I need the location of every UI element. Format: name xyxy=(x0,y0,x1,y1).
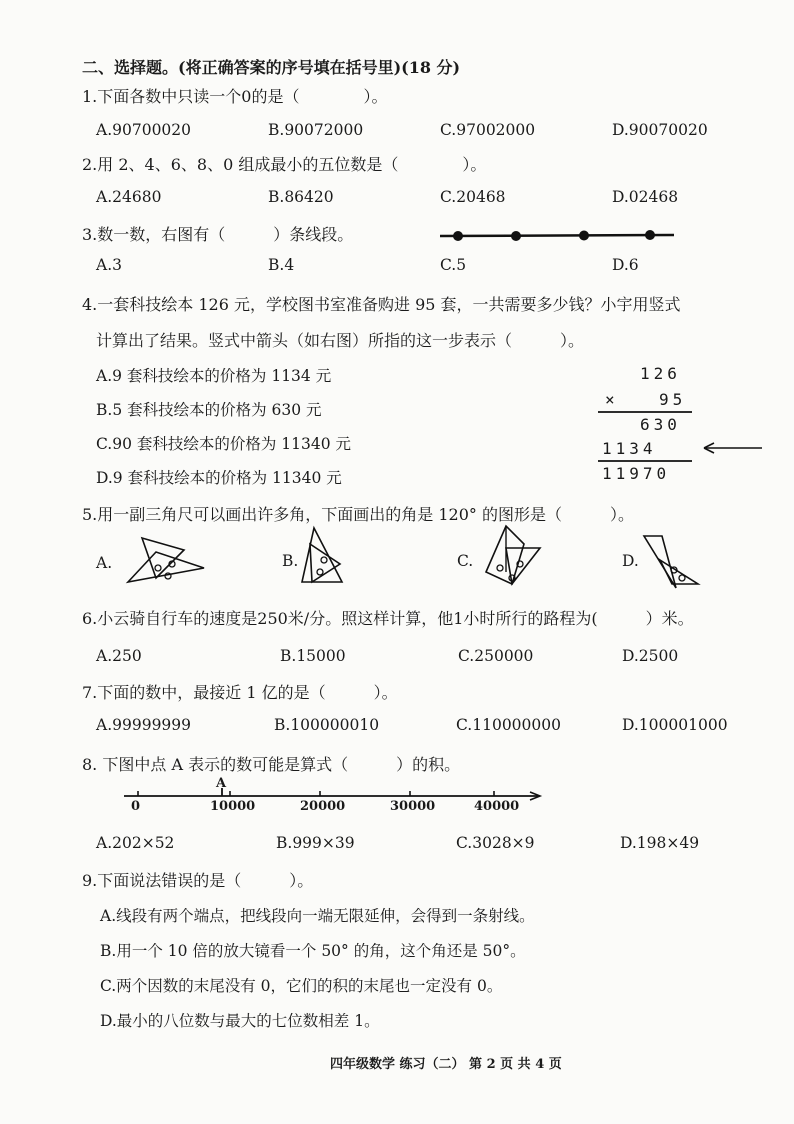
q8-option-c: C.3028×9 xyxy=(456,834,535,852)
point-a-label: A xyxy=(216,776,227,791)
page-footer: 四年级数学 练习（二） 第 2 页 共 4 页 xyxy=(330,1057,562,1072)
q6-option-c: C.250000 xyxy=(458,647,534,665)
question-7-stem: 7.下面的数中，最接近 1 亿的是（ ）。 xyxy=(82,683,398,702)
set-square-figure-d xyxy=(640,532,706,592)
q4-option-a: A.9 套科技绘本的价格为 1134 元 xyxy=(96,367,332,385)
calc-product: 11970 xyxy=(602,464,671,483)
q1-option-d: D.90070020 xyxy=(612,121,708,139)
q3-option-d: D.6 xyxy=(612,256,639,274)
q1-option-c: C.97002000 xyxy=(440,121,536,139)
question-9-stem: 9.下面说法错误的是（ ）。 xyxy=(82,871,314,890)
question-6-stem: 6.小云骑自行车的速度是250米/分。照这样计算，他1小时所行的路程为( ）米。 xyxy=(82,609,694,628)
section-title: 二、选择题。(将正确答案的序号填在括号里)(18 分) xyxy=(82,58,461,77)
q5-option-c: C. xyxy=(457,552,474,570)
calc-times-sign: × xyxy=(605,390,619,409)
q9-option-d: D.最小的八位数与最大的七位数相差 1。 xyxy=(100,1012,380,1030)
q7-option-c: C.110000000 xyxy=(456,716,561,734)
number-line-label-0: 0 xyxy=(131,799,141,814)
question-1-stem: 1.下面各数中只读一个0的是（ ）。 xyxy=(82,87,388,106)
q9-option-a: A.线段有两个端点，把线段向一端无限延伸，会得到一条射线。 xyxy=(100,907,535,925)
question-3-stem: 3.数一数，右图有（ ）条线段。 xyxy=(82,225,354,244)
calc-multiplier: 95 xyxy=(659,390,687,409)
q8-option-b: B.999×39 xyxy=(276,834,355,852)
q4-option-b: B.5 套科技绘本的价格为 630 元 xyxy=(96,401,322,419)
q2-option-d: D.02468 xyxy=(612,188,679,206)
q7-option-d: D.100001000 xyxy=(622,716,728,734)
segment-figure xyxy=(438,226,678,246)
q3-option-c: C.5 xyxy=(440,256,467,274)
number-line-label-10000: 10000 xyxy=(210,799,256,814)
number-line-label-40000: 40000 xyxy=(474,799,520,814)
segment-point xyxy=(453,231,463,241)
q2-option-b: B.86420 xyxy=(268,188,334,206)
q5-option-a: A. xyxy=(96,554,113,572)
question-4-stem-line1: 4.一套科技绘本 126 元，学校图书室准备购进 95 套，一共需要多少钱？小宇用竖式 xyxy=(82,295,681,314)
q6-option-a: A.250 xyxy=(96,647,142,665)
q6-option-d: D.2500 xyxy=(622,647,679,665)
set-square-figure-b xyxy=(296,524,346,588)
question-4-stem-line2: 计算出了结果。竖式中箭头（如右图）所指的这一步表示（ ）。 xyxy=(96,331,585,350)
q4-option-c: C.90 套科技绘本的价格为 11340 元 xyxy=(96,435,352,453)
question-8-stem: 8. 下图中点 A 表示的数可能是算式（ ）的积。 xyxy=(82,755,461,774)
question-2-stem: 2.用 2、4、6、8、0 组成最小的五位数是（ ）。 xyxy=(82,155,487,174)
q5-option-b: B. xyxy=(282,552,299,570)
q8-option-d: D.198×49 xyxy=(620,834,700,852)
set-square-figure-a xyxy=(122,530,212,590)
q9-option-b: B.用一个 10 倍的放大镜看一个 50° 的角，这个角还是 50°。 xyxy=(100,942,526,960)
q7-option-a: A.99999999 xyxy=(96,716,192,734)
calc-rules xyxy=(596,410,766,472)
number-line-label-20000: 20000 xyxy=(300,799,346,814)
q7-option-b: B.100000010 xyxy=(274,716,380,734)
calc-multiplicand: 126 xyxy=(640,364,681,383)
q3-option-b: B.4 xyxy=(268,256,295,274)
q9-option-c: C.两个因数的末尾没有 0，它们的积的末尾也一定没有 0。 xyxy=(100,977,503,995)
set-square-figure-c xyxy=(478,518,548,588)
q2-option-c: C.20468 xyxy=(440,188,506,206)
segment-point xyxy=(511,231,521,241)
calc-partial-2: 1134 xyxy=(602,439,657,458)
q8-option-a: A.202×52 xyxy=(96,834,175,852)
number-line xyxy=(120,778,550,800)
segment-point xyxy=(579,231,589,241)
question-5-stem: 5.用一副三角尺可以画出许多角，下面画出的角是 120° 的图形是（ ）。 xyxy=(82,505,634,524)
q1-option-b: B.90072000 xyxy=(268,121,364,139)
number-line-label-30000: 30000 xyxy=(390,799,436,814)
segment-line xyxy=(440,235,674,236)
q2-option-a: A.24680 xyxy=(96,188,162,206)
calc-partial-1: 630 xyxy=(640,415,681,434)
q1-option-a: A.90700020 xyxy=(96,121,192,139)
q5-option-d: D. xyxy=(622,552,639,570)
q3-option-a: A.3 xyxy=(96,256,122,274)
q6-option-b: B.15000 xyxy=(280,647,346,665)
segment-point xyxy=(645,230,655,240)
q4-option-d: D.9 套科技绘本的价格为 11340 元 xyxy=(96,469,342,487)
